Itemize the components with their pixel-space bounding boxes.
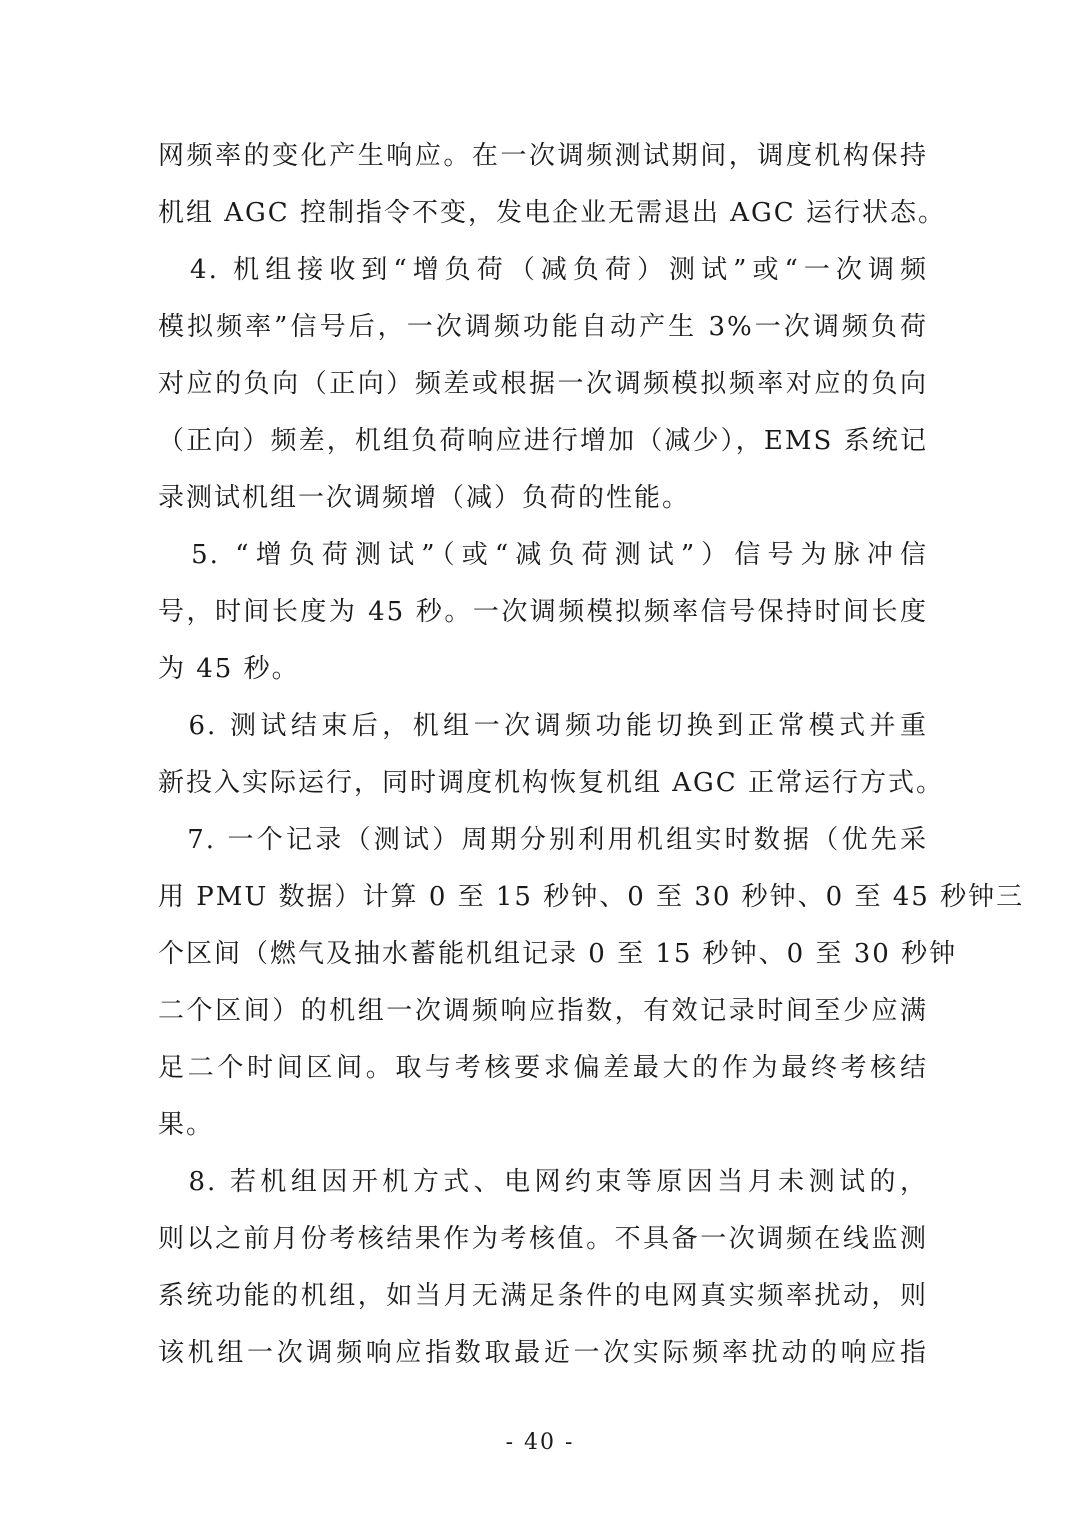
text-line: （正向）频差，机组负荷响应进行增加（减少），EMS 系统记	[158, 426, 928, 456]
text-line: 机组 AGC 控制指令不变，发电企业无需退出 AGC 运行状态。	[158, 198, 946, 228]
text-line: 网频率的变化产生响应。在一次调频测试期间，调度机构保持	[158, 141, 928, 171]
text-line: 果。	[158, 1110, 215, 1140]
text-line: 用 PMU 数据）计算 0 至 15 秒钟、0 至 30 秒钟、0 至 45 秒钟三	[158, 882, 1025, 912]
text-line: 系统功能的机组，如当月无满足条件的电网真实频率扰动，则	[158, 1281, 928, 1311]
text-line: 6. 测试结束后，机组一次调频功能切换到正常模式并重	[158, 711, 928, 741]
text-line: 对应的负向（正向）频差或根据一次调频模拟频率对应的负向	[158, 369, 928, 399]
text-line: 个区间（燃气及抽水蓄能机组记录 0 至 15 秒钟、0 至 30 秒钟	[158, 939, 958, 969]
text-line: 5. “增负荷测试”（或“减负荷测试”）信号为脉冲信	[158, 540, 928, 570]
text-line: 足二个时间区间。取与考核要求偏差最大的作为最终考核结	[158, 1053, 928, 1083]
text-line: 新投入实际运行，同时调度机构恢复机组 AGC 正常运行方式。	[158, 768, 944, 798]
text-line: 该机组一次调频响应指数取最近一次实际频率扰动的响应指	[158, 1338, 928, 1368]
text-line: 8. 若机组因开机方式、电网约束等原因当月未测试的，	[158, 1167, 928, 1197]
text-line: 7. 一个记录（测试）周期分别利用机组实时数据（优先采	[158, 825, 928, 855]
text-line: 4. 机组接收到“增负荷（减负荷）测试”或“一次调频	[158, 255, 928, 285]
body-text	[158, 128, 1025, 1382]
text-line: 为 45 秒。	[158, 654, 300, 684]
text-line: 二个区间）的机组一次调频响应指数，有效记录时间至少应满	[158, 996, 928, 1026]
text-line: 录测试机组一次调频增（减）负荷的性能。	[158, 483, 691, 513]
text-line: 则以之前月份考核结果作为考核值。不具备一次调频在线监测	[158, 1224, 928, 1254]
text-line: 模拟频率”信号后，一次调频功能自动产生 3%一次调频负荷	[158, 312, 928, 342]
text-line: 号，时间长度为 45 秒。一次调频模拟频率信号保持时间长度	[158, 597, 928, 627]
page-number: - 40 -	[505, 1430, 575, 1455]
